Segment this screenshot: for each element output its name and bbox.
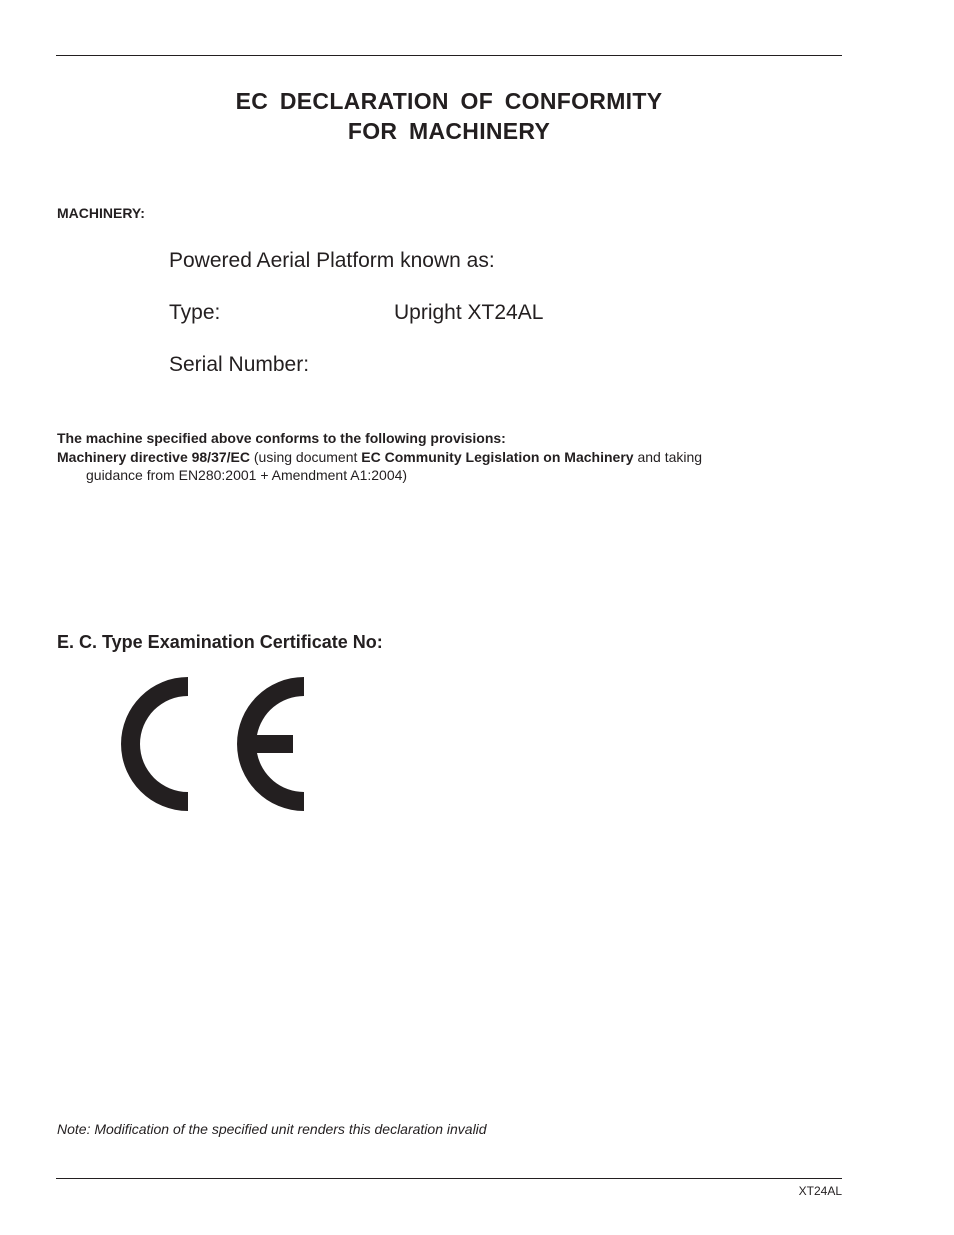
certificate-label: E. C. Type Examination Certificate No: [57, 632, 383, 652]
ce-letter-e [237, 677, 304, 811]
provisions-text-part1: (using document [250, 449, 362, 465]
top-rule [56, 55, 842, 56]
footer-model: XT24AL [798, 1184, 842, 1198]
provisions-heading: The machine specified above conforms to the following provisions: [57, 430, 506, 446]
provisions-text-part2: and taking [633, 449, 703, 465]
type-label: Type: [169, 301, 221, 324]
ce-mark-icon [108, 674, 306, 814]
ce-letter-c [121, 677, 188, 811]
bottom-rule [56, 1178, 842, 1179]
modification-note: Note: Modification of the specified unit renders this declaration invalid [57, 1121, 487, 1137]
document-title-line2: FOR MACHINERY [347, 118, 551, 144]
serial-number-label: Serial Number: [169, 353, 310, 376]
provisions-guidance: guidance from EN280:2001 + Amendment A1:2004) [86, 467, 408, 483]
provisions-text [57, 448, 777, 467]
document-name: EC Community Legislation on Machinery [361, 449, 634, 465]
type-value: Upright XT24AL [394, 301, 544, 324]
directive-name: Machinery directive 98/37/EC [57, 449, 250, 465]
machinery-label: MACHINERY: [57, 205, 145, 221]
document-title-line1: EC DECLARATION OF CONFORMITY [235, 88, 663, 114]
known-as-label: Powered Aerial Platform known as: [169, 249, 495, 272]
